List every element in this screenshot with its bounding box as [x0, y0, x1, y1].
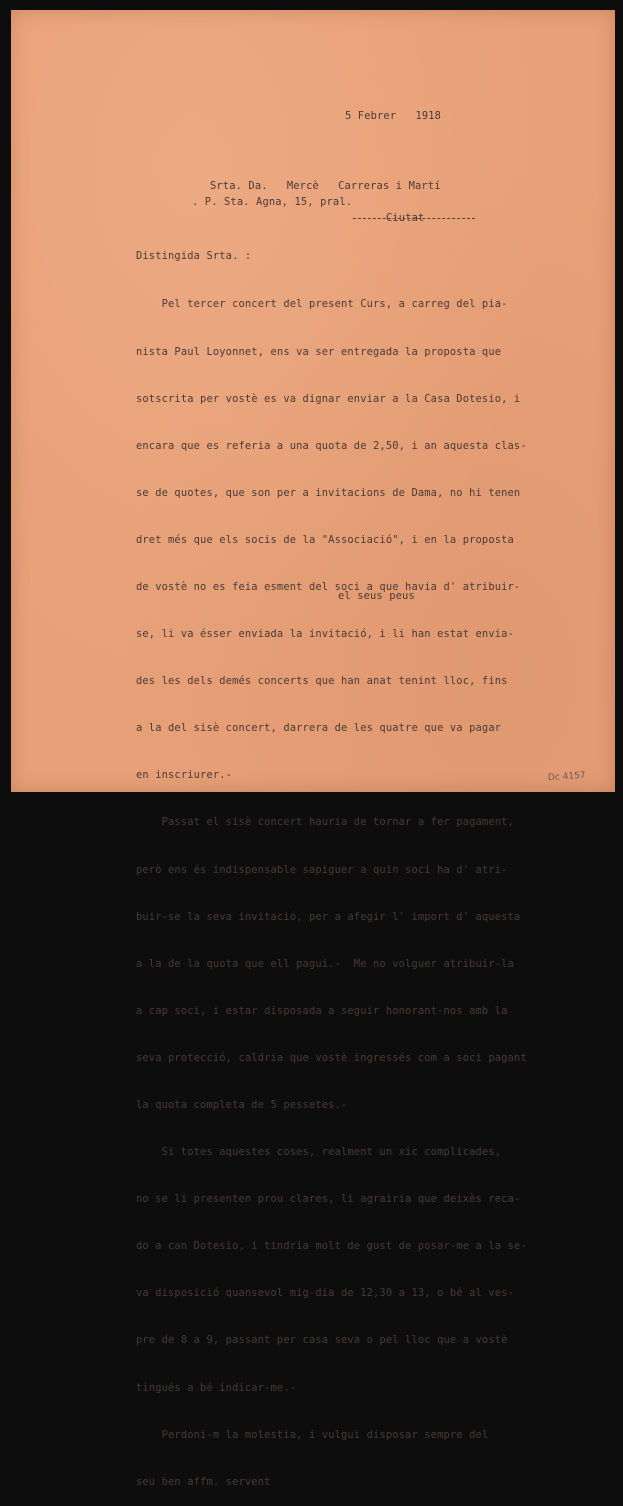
body-line: pre de 8 a 9, passant per casa seva o pel lloc que a vostè — [136, 1334, 508, 1347]
body-line: a la de la quota que ell pagui.- Me no volguer atribuir-la — [136, 957, 514, 970]
salutation: Distingida Srta. : — [136, 250, 252, 262]
body-line: seva protecció, caldria que vostè ingressés com a soci pagant — [136, 1051, 527, 1064]
body-line: seu ben affm. servent — [136, 1475, 271, 1488]
letter-body — [136, 266, 527, 1506]
body-line: a cap soci, i estar disposada a seguir honorant-nos amb la — [136, 1004, 508, 1017]
archive-reference-mark: Dc 4157 — [547, 770, 586, 784]
body-line: sotscrita per vostè es va dignar enviar a la Casa Dotesio, i — [136, 392, 521, 405]
addressee-city: Ciutat — [386, 212, 425, 224]
body-line: encara que es referia a una quota de 2,50, i an aquesta clas- — [136, 439, 527, 452]
body-line: buir-se la seva invitació, per a afegir l' import d' aquesta — [136, 910, 521, 923]
body-line: des les dels demés concerts que han anat tenint lloc, fins — [136, 675, 508, 688]
body-line: la quota completa de 5 pessetes.- — [136, 1099, 348, 1111]
body-line: va disposició quansevol mig-dia de 12,30 a 13, o bé al ves- — [136, 1287, 514, 1300]
body-line: tingués a bé indicar-me.- — [136, 1381, 297, 1394]
closing-formula: el seus peus — [338, 590, 415, 602]
body-line: nista Paul Loyonnet, ens va ser entregada la proposta que — [136, 345, 502, 358]
body-line: no se li presenten prou clares, li agrairia que deixès reca- — [136, 1193, 521, 1206]
body-line: però ens és indispensable sapiguer a quin soci ha d' atri- — [136, 863, 508, 876]
address-underline — [353, 218, 475, 219]
body-line: se de quotes, que son per a invitacions de Dama, no hi tenen — [136, 486, 521, 499]
addressee-street: . P. Sta. Agna, 15, pral. — [192, 196, 353, 208]
body-line: do a can Dotesio, i tindria molt de gust de posar-me a la se- — [136, 1240, 527, 1253]
body-line: a la del sisè concert, darrera de les quatre que va pagar — [136, 722, 502, 735]
body-line: se, li va ésser enviada la invitació, i li han estat envia- — [136, 628, 514, 641]
body-line: Si totes aquestes coses, realment un xic complicades, — [136, 1146, 502, 1159]
addressee-name: Srta. Da. Mercè Carreras i Martí — [210, 180, 441, 192]
body-line: Pel tercer concert del present Curs, a carreg del pia- — [136, 298, 508, 311]
letter-date: 5 Febrer 1918 — [345, 110, 442, 122]
body-line: Passat el sisè concert hauria de tornar a fer pagament, — [136, 816, 514, 829]
body-line: en inscriurer.- — [136, 769, 233, 782]
body-line: de vostè no es feia esment del soci a que havia d' atribuir- — [136, 580, 521, 593]
body-line: Perdoni-m la molestia, i vulgui disposar sempre del — [136, 1428, 489, 1441]
body-line: dret més que els socis de la "Associació", i en la proposta — [136, 533, 514, 546]
